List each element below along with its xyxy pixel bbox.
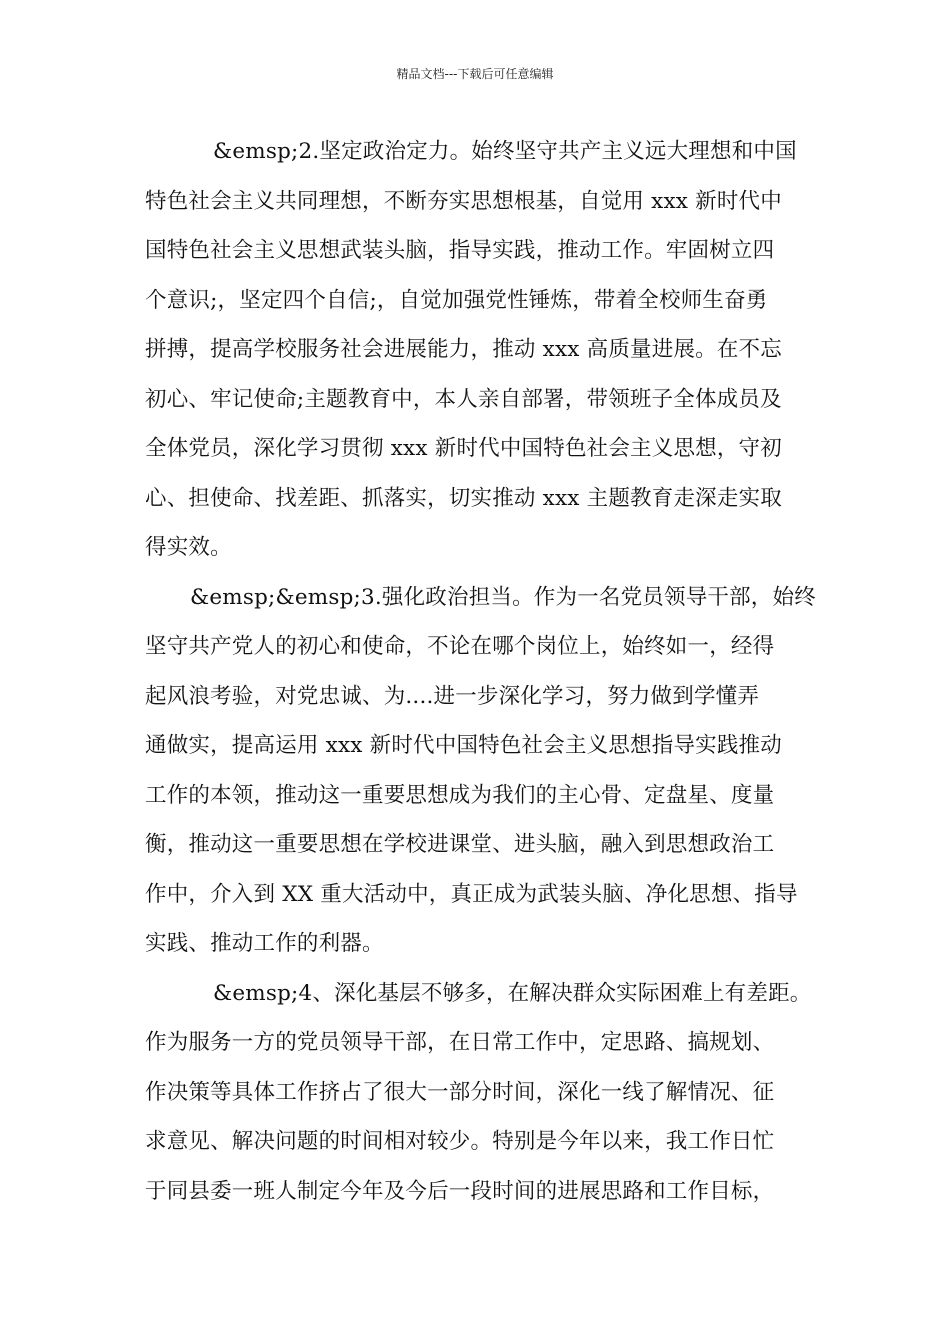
text-line: &emsp;2.坚定政治定力。始终坚守共产主义远大理想和中国 xyxy=(213,139,797,164)
text-line: &emsp;&emsp;3.强化政治担当。作为一名党员领导干部，始终 xyxy=(190,584,816,610)
text-line: 通做实，提高运用 xxx 新时代中国特色社会主义思想指导实践推动 xyxy=(145,733,782,758)
paragraph-grassroots-gap xyxy=(145,974,810,1222)
text-line: 坚守共产党人的初心和使命，不论在哪个岗位上，始终如一，经得 xyxy=(145,634,775,659)
paragraph-political-resolve xyxy=(145,132,810,578)
text-line: 起风浪考验，对党忠诚、为....进一步深化学习，努力做到学懂弄 xyxy=(145,683,760,709)
text-line: 求意见、解决问题的时间相对较少。特别是今年以来，我工作日忙 xyxy=(145,1129,775,1154)
text-line: 作中，介入到 XX 重大活动中，真正成为武装头脑、净化思想、指导 xyxy=(145,881,798,907)
text-line: 得实效。 xyxy=(145,535,232,560)
text-line: 心、担使命、找差距、抓落实，切实推动 xxx 主题教育走深走实取 xyxy=(145,485,782,511)
text-line: 于同县委一班人制定今年及今后一段时间的进展思路和工作目标， xyxy=(145,1178,775,1204)
text-line: 工作的本领，推动这一重要思想成为我们的主心骨、定盘星、度量 xyxy=(145,782,775,808)
document-body xyxy=(145,132,816,1221)
page-header: 精品文档---下载后可任意编辑 xyxy=(396,67,554,81)
text-line: 实践、推动工作的利器。 xyxy=(145,931,384,956)
text-line: 个意识;，坚定四个自信;，自觉加强党性锤炼，带着全校师生奋勇 xyxy=(145,287,768,313)
paragraph-political-responsibility xyxy=(145,578,816,974)
text-line: 国特色社会主义思想武装头脑，指导实践，推动工作。牢固树立四 xyxy=(145,238,775,263)
text-line: 作决策等具体工作挤占了很大一部分时间，深化一线了解情况、征 xyxy=(145,1079,775,1105)
text-line: 特色社会主义共同理想，不断夯实思想根基，自觉用 xxx 新时代中 xyxy=(145,188,782,214)
text-line: 拼搏，提高学校服务社会进展能力，推动 xxx 高质量进展。在不忘 xyxy=(145,337,782,362)
text-line: 全体党员，深化学习贯彻 xxx 新时代中国特色社会主义思想，守初 xyxy=(145,436,782,461)
text-line: 初心、牢记使命;主题教育中，本人亲自部署，带领班子全体成员及 xyxy=(145,386,782,412)
text-line: 衡，推动这一重要思想在学校进课堂、进头脑，融入到思想政治工 xyxy=(145,832,775,857)
text-line: &emsp;4、深化基层不够多，在解决群众实际困难上有差距。 xyxy=(213,980,812,1006)
text-line: 作为服务一方的党员领导干部，在日常工作中，定思路、搞规划、 xyxy=(145,1030,775,1055)
